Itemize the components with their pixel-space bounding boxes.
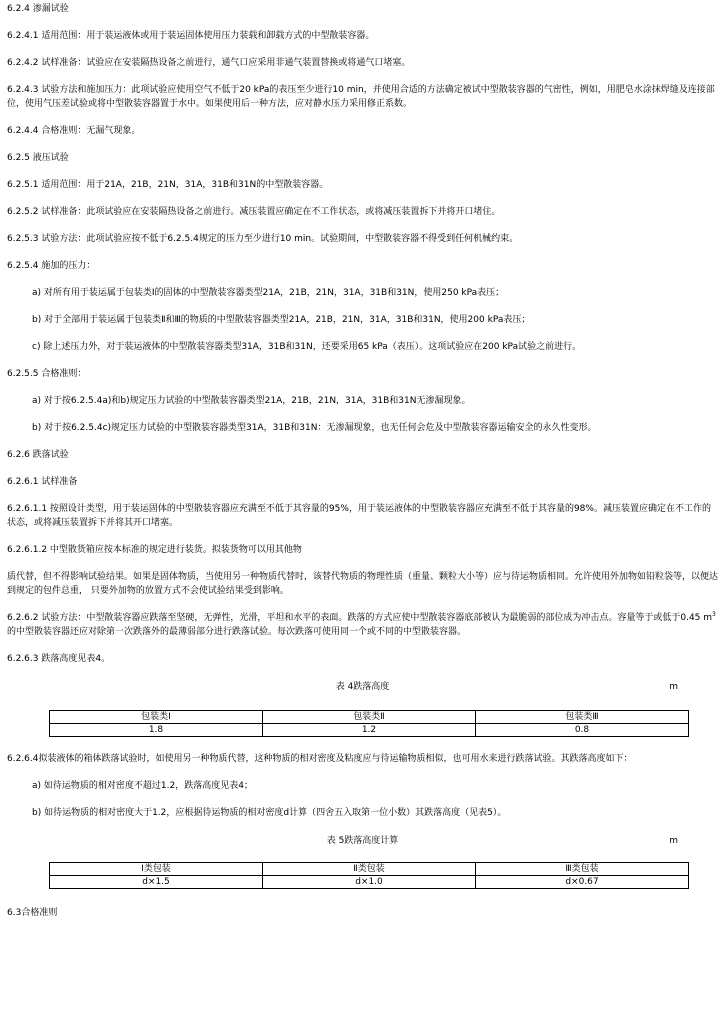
table4-unit: m (669, 682, 678, 692)
para-6-2-6-2-text-a: 6.2.6.2 试验方法：中型散装容器应跌落至坚硬，无弹性，光滑，平坦和水平的表面。跌落的方式应使中型散装容器底部被认为最脆弱的部位成为冲击点。容量等于或低于0.45 m (7, 613, 713, 623)
table4-header-cell: 包装类Ⅲ (476, 711, 689, 724)
table4-caption-row (7, 680, 718, 694)
para-6-2-4-2: 6.2.4.2 试样准备：试验应在安装隔热设备之前进行，通气口应采用非通气装置替换或将通气口堵塞。 (7, 58, 411, 68)
table5-value-cell: d×1.5 (50, 876, 263, 889)
table5-header-cell: Ⅱ类包装 (263, 863, 476, 876)
para-6-2-4-4: 6.2.4.4 合格准则：无漏气现象。 (7, 126, 141, 136)
table4 (49, 710, 689, 737)
table5-caption: 表 5跌落高度计算 (326, 836, 399, 846)
height-item-b: b) 如待运物质的相对密度大于1.2，应根据待运物质的相对密度d计算（四舍五入取第一位小数）其跌落高度（见表5）。 (32, 808, 507, 818)
table5-value-cell: d×0.67 (476, 876, 689, 889)
para-6-2-4-1: 6.2.4.1 适用范围：用于装运液体或用于装运固体使用压力装载和卸载方式的中型散装容器。 (7, 31, 375, 41)
criteria-item-b: b) 对于按6.2.5.4c)规定压力试验的中型散装容器类型31A，31B和31N：无渗漏现象，也无任何会危及中型散装容器运输安全的永久性变形。 (32, 423, 597, 433)
heading-6-2-4: 6.2.4 渗漏试验 (7, 4, 69, 14)
para-6-2-6-1-2: 6.2.6.1.2 中型散货箱应按本标准的规定进行装货。拟装货物可以用其他物 (7, 545, 302, 555)
heading-6-2-5: 6.2.5 液压试验 (7, 153, 69, 163)
list-item-c: c) 除上述压力外，对于装运液体的中型散装容器类型31A，31B和31N，还要采用65 kPa（表压）。这项试验应在200 kPa试验之前进行。 (32, 342, 582, 352)
table4-value-row (50, 724, 689, 737)
height-item-a: a) 如待运物质的相对密度不超过1.2，跌落高度见表4； (32, 781, 253, 791)
para-6-2-6-4: 6.2.6.4拟装液体的箱体跌落试验时，如使用另一种物质代替，这种物质的相对密度及粘度应与待运输物质相似，也可用水来进行跌落试验。其跌落高度如下： (7, 754, 633, 764)
table5-value-cell: d×1.0 (263, 876, 476, 889)
para-substitute: 质代替，但不得影响试验结果。如果是固体物质，当使用另一种物质代替时，该替代物质的物理性质（重量、颗粒大小等）应与待运物质相同。允许使用外加物如铅粒袋等，以便达到规定的包件总重， 只要外加物的放置方式不会使试验结果受到影响。 (7, 572, 719, 596)
table4-header-cell: 包装类Ⅱ (263, 711, 476, 724)
para-6-2-6-1: 6.2.6.1 试样准备 (7, 477, 78, 487)
para-6-2-6-3: 6.2.6.3 跌落高度见表4。 (7, 654, 111, 664)
para-6-2-5-3: 6.2.5.3 试验方法：此项试验应按不低于6.2.5.4规定的压力至少进行10 min。试验期间，中型散装容器不得受到任何机械约束。 (7, 234, 519, 244)
table5-header-cell: Ⅲ类包装 (476, 863, 689, 876)
table5-caption-row (7, 834, 718, 848)
table4-header-row (50, 711, 689, 724)
table4-value-cell: 0.8 (476, 724, 689, 737)
superscript: 3 (712, 611, 716, 618)
para-6-2-5-2: 6.2.5.2 试样准备：此项试验应在安装隔热设备之前进行。减压装置应确定在不工作状态，或将减压装置拆下并将开口堵住。 (7, 207, 501, 217)
para-6-2-6-2 (7, 611, 718, 639)
list-item-a: a) 对所有用于装运属于包装类Ⅰ的固体的中型散装容器类型21A，21B，21N，31A，31B和31N，使用250 kPa表压； (32, 288, 505, 298)
para-6-2-6-2-text-b: 的中型散装容器还应对除第一次跌落外的最薄弱部分进行跌落试验。每次跌落可使用同一个或不同的中型散装容器。 (7, 627, 467, 637)
table5-unit: m (669, 836, 678, 846)
para-6-2-5-5: 6.2.5.5 合格准则： (7, 369, 87, 379)
table4-header-cell: 包装类Ⅰ (50, 711, 263, 724)
table4-caption: 表 4跌落高度 (335, 682, 390, 692)
table5-header-row (50, 863, 689, 876)
criteria-item-a: a) 对于按6.2.5.4a)和b)规定压力试验的中型散装容器类型21A，21B，21N，31A，31B和31N无渗漏现象。 (32, 396, 471, 406)
para-6-2-4-3: 6.2.4.3 试验方法和施加压力：此项试验应使用空气不低于20 kPa的表压至少进行10 min，并使用合适的方法确定被试中型散装容器的气密性，例如，用肥皂水涂抹焊缝及连接部位，使用气压差试验或将中型散装容器置于水中。如果使用后一种方法，应对静水压力采用修正系数。 (7, 85, 715, 109)
para-6-2-5-4: 6.2.5.4 施加的压力： (7, 261, 96, 271)
list-item-b: b) 对于全部用于装运属于包装类Ⅱ和Ⅲ的物质的中型散装容器类型21A，21B，21N，31A，31B和31N，使用200 kPa表压； (32, 315, 531, 325)
para-6-2-5-1: 6.2.5.1 适用范围：用于21A，21B，21N，31A，31B和31N的中型散装容器。 (7, 180, 329, 190)
table5-header-cell: Ⅰ类包装 (50, 863, 263, 876)
table5 (49, 862, 689, 889)
table5-value-row (50, 876, 689, 889)
para-6-2-6-1-1: 6.2.6.1.1 按照设计类型，用于装运固体的中型散装容器应充满至不低于其容量的95%，用于装运液体的中型散装容器应充满至不低于其容量的98%。减压装置应确定在不工作的状态，或将减压装置拆下并将其开口堵塞。 (7, 504, 711, 528)
table4-value-cell: 1.2 (263, 724, 476, 737)
table4-value-cell: 1.8 (50, 724, 263, 737)
heading-6-2-6: 6.2.6 跌落试验 (7, 450, 69, 460)
heading-6-3: 6.3合格准则 (7, 908, 58, 918)
